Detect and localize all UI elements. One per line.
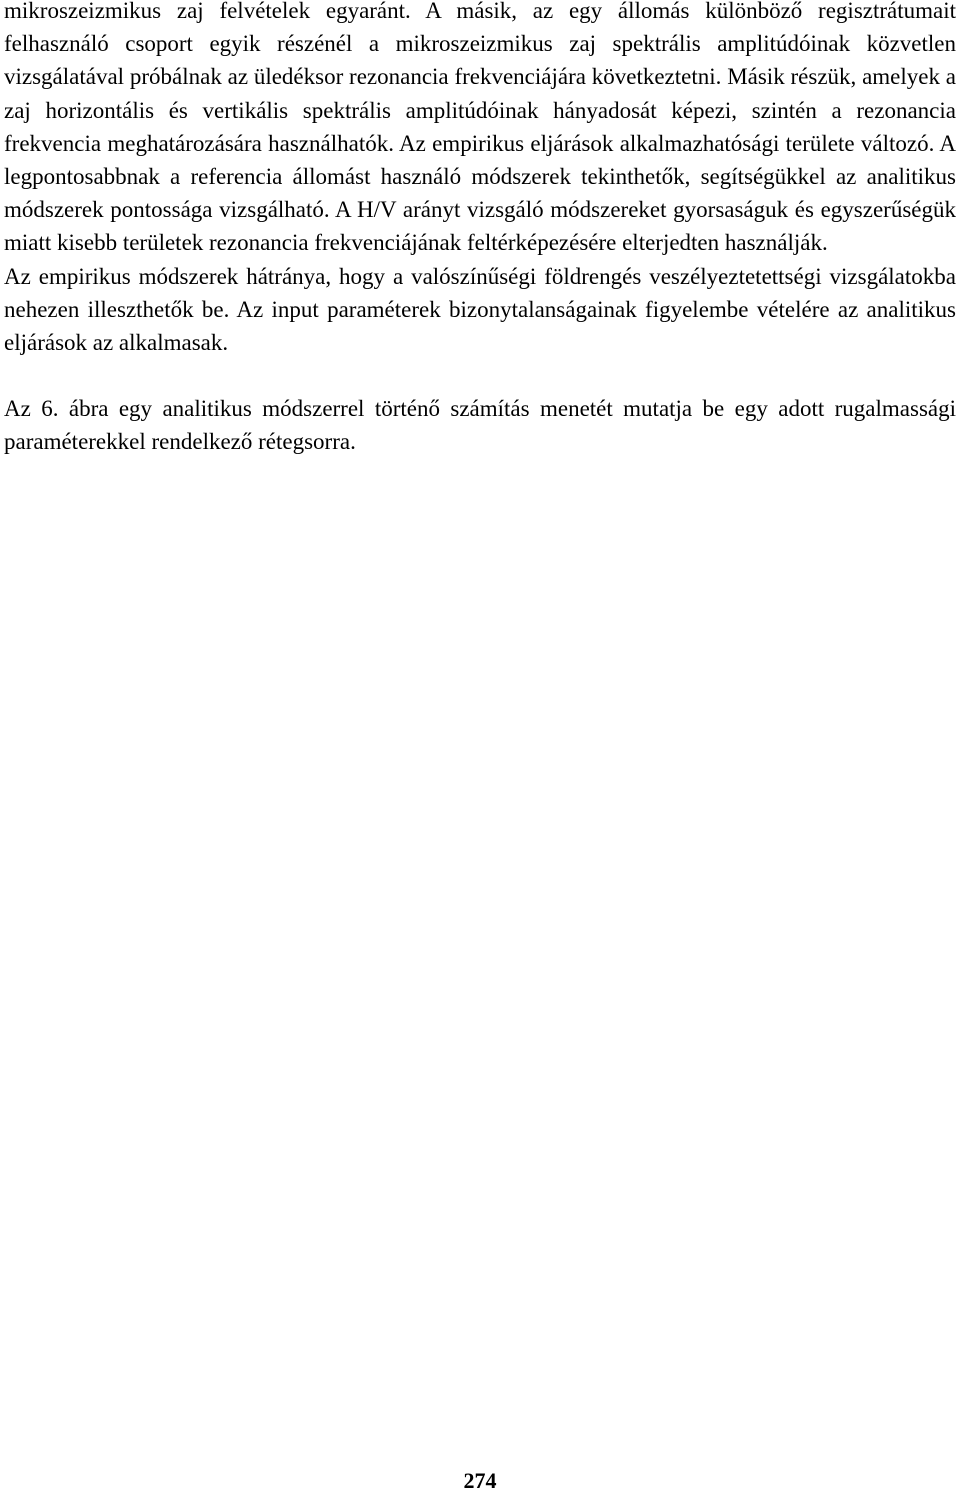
body-paragraph-2: Az empirikus módszerek hátránya, hogy a valószínűségi földrengés veszélyeztetettségi vizsgálatokba nehezen illeszthetők be. Az input paraméterek bizonytalanságainak figyelembe vételére az analitikus eljárások az alkalmasak. [4,263,956,356]
page-number: 274 [463,1468,497,1493]
body-paragraph-3: Az 6. ábra egy analitikus módszerrel történő számítás menetét mutatja be egy adott rugalmassági paraméterekkel rendelkező rétegsorra. [4,396,956,455]
page-body [4,0,956,459]
body-paragraph-1: mikroszeizmikus zaj felvételek egyaránt. A másik, az egy állomás különböző regisztrátumait felhasználó csoport egyik részénél a mikroszeizmikus zaj spektrális amplitúdóinak közvetlen vizsgálatával próbálnak az üledéksor rezonancia frekvenciájára következtetni. Másik részük, amelyek a zaj horizontális és vertikális spektrális amplitúdóinak hányadosát képezi, szintén a rezonancia frekvencia meghatározására használhatók. Az empirikus eljárások alkalmazhatósági területe változó. A legpontosabbnak a referencia állomást használó módszerek tekinthetők, segítségükkel az analitikus módszerek pontossága vizsgálható. A H/V arányt vizsgáló módszereket gyorsaságuk és egyszerűségük miatt kisebb területek rezonancia frekvenciájának feltérképezésére elterjedten használják. [4,0,956,256]
